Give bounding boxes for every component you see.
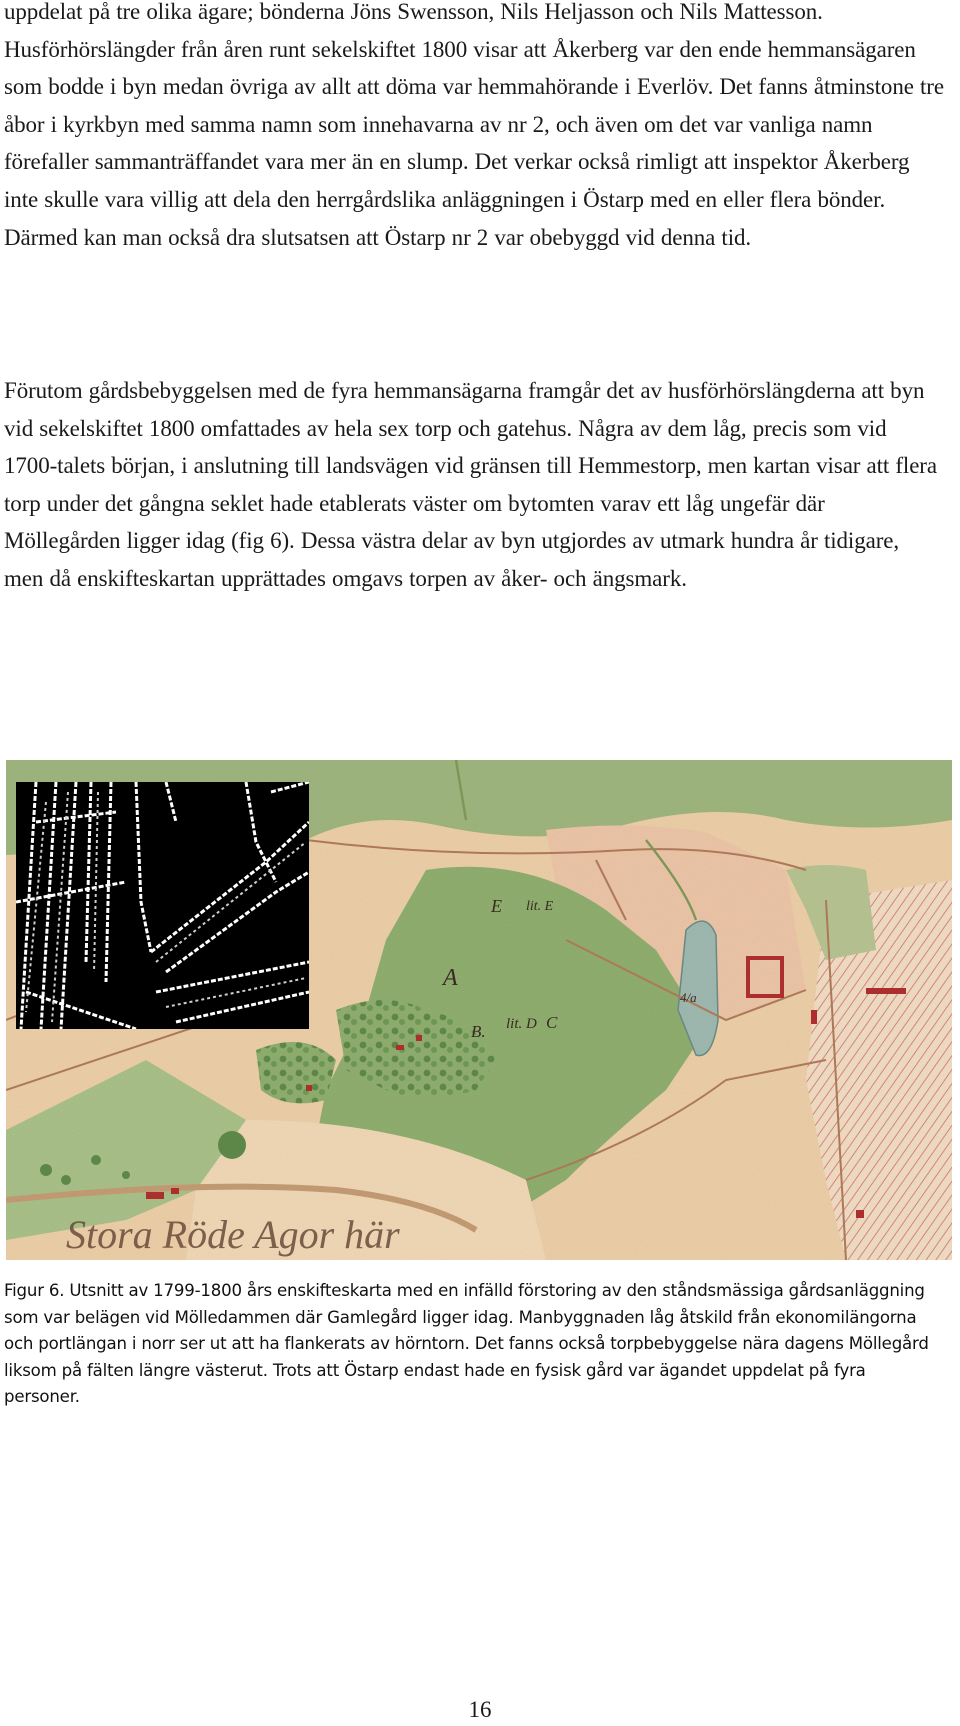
map-inset-enlargement [16, 782, 309, 1029]
map-figure [6, 760, 952, 1260]
body-paragraph-1: uppdelat på tre olika ägare; bönderna Jöns Swensson, Nils Heljasson och Nils Mattesson. Husförhörslängder från åren runt sekelskiftet 1800 visar att Åkerberg var den ende hemmansägaren som bodde i byn medan övriga av allt att döma var hemmahörande i Everlöv. Det fanns åtminstone tre åbor i kyrkbyn med samma namn som innehavarna av nr 2, och även om det var vanliga namn förefaller sammanträffandet vara mer än en slump. Det verkar också rimligt att inspektor Åkerberg inte skulle vara villig att dela den herrgårdslika anläggningen i Östarp med en eller flera bönder. Därmed kan man också dra slutsatsen att Östarp nr 2 var obebyggd vid denna tid. [4, 0, 944, 250]
map-label-e: E [491, 896, 502, 916]
map-label-c: C [546, 1013, 558, 1032]
body-paragraph-2: Förutom gårdsbebyggelsen med de fyra hemmansägarna framgår det av husförhörslängderna att byn vid sekelskiftet 1800 omfattades av hela sex torp och gatehus. Några av dem låg, precis som vid 1700-talets början, i anslutning till landsvägen vid gränsen till Hemmestorp, men kartan visar att flera torp under det gångna seklet hade etablerats väster om bytomten varav ett låg ungefär där Möllegården ligger idag (fig 6). Dessa västra delar av byn utgjordes av utmark hundra år tidigare, men då enskifteskartan upprättades omgavs torpen av åker- och ängsmark. [4, 378, 937, 591]
map-label-b: B. [471, 1022, 486, 1041]
map-label-lit-d: lit. D [506, 1016, 537, 1032]
map-label-script: Stora Röde Agor här [66, 1212, 400, 1257]
inset-image [16, 782, 309, 1029]
map-label-lit-e: lit. E [526, 899, 554, 914]
map-label-a: A [443, 965, 458, 991]
map-label-4a: 4/a [680, 990, 697, 1005]
page-number: 16 [468, 1697, 492, 1722]
figure-caption: Figur 6. Utsnitt av 1799-1800 års enskifteskarta med en infälld förstoring av den ståndsmässiga gårdsanläggning som var belägen vid Mölledammen där Gamlegård ligger idag. Manbyggnaden låg åtskild från ekonomilängorna och portlängan i norr ser ut att ha flankerats av hörntorn. Det fanns också torpbebyggelse nära dagens Möllegård liksom på fälten längre västerut. Trots att Östarp endast hade en fysisk gård var ägandet uppdelat på fyra personer. [4, 1281, 929, 1407]
